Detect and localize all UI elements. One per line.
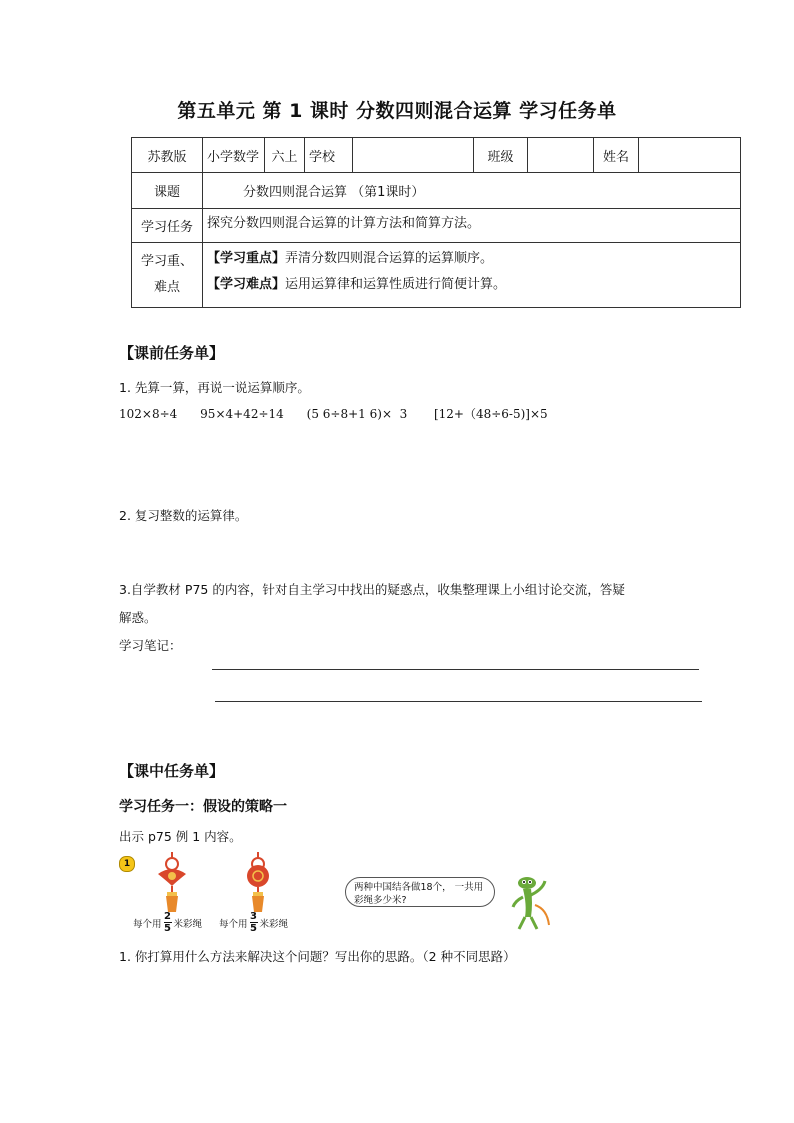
- name-field[interactable]: [639, 138, 741, 173]
- class-label: 班级: [474, 138, 528, 173]
- fraction-2-denominator: 5: [250, 923, 257, 934]
- school-field[interactable]: [353, 138, 474, 173]
- caption-1-suffix: 米彩绳: [173, 918, 203, 930]
- grade-cell: 六上: [265, 138, 305, 173]
- fraction-1-numerator: 2: [164, 911, 171, 922]
- name-label: 姓名: [594, 138, 639, 173]
- class-field[interactable]: [528, 138, 594, 173]
- notes-label: 学习笔记：: [119, 638, 182, 653]
- key-label-line2: 难点: [153, 280, 180, 295]
- key-point-tag: 【学习重点】: [207, 251, 286, 266]
- page-title: 第五单元 第 1 课时 分数四则混合运算 学习任务单: [177, 100, 617, 122]
- chinese-knot-1-icon: [152, 852, 192, 914]
- pre-question-3-line1: 3.自学教材 P75 的内容，针对自主学习中找出的疑惑点，收集整理课上小组讨论交流，答疑: [119, 582, 625, 597]
- key-points-value: [203, 243, 741, 308]
- school-label: 学校: [305, 138, 353, 173]
- difficulty-line: [207, 272, 736, 298]
- info-table: [131, 137, 741, 308]
- bubble-line-1: 两种中国结各做18个， 一共用: [354, 882, 484, 893]
- difficulty-tag: 【学习难点】: [207, 277, 286, 292]
- show-example-text: 出示 p75 例 1 内容。: [119, 829, 242, 844]
- chinese-knot-2-icon: [238, 852, 278, 914]
- subject-cell: 小学数学: [203, 138, 265, 173]
- key-point-line: [207, 246, 736, 272]
- pre-question-2: 2. 复习整数的运算律。: [119, 508, 248, 523]
- pre-class-heading: 【课前任务单】: [119, 344, 225, 362]
- learning-task-1-title: 学习任务一：假设的策略一: [119, 799, 287, 815]
- key-label-line1: 学习重、: [140, 254, 193, 269]
- bubble-line-2: 彩绳多少米?: [354, 895, 407, 906]
- key-point-text: 弄清分数四则混合运算的运算顺序。: [285, 251, 494, 266]
- fraction-2: [250, 912, 258, 933]
- notes-line-2[interactable]: [215, 701, 702, 702]
- pre-question-3-line2: 解惑。: [119, 610, 157, 625]
- notes-line-1[interactable]: [212, 669, 699, 670]
- knot-2-caption: [219, 912, 288, 933]
- topic-label: 课题: [132, 173, 203, 209]
- topic-value: 分数四则混合运算 （第1课时）: [203, 173, 741, 209]
- cartoon-character-icon: [505, 875, 551, 931]
- fraction-2-numerator: 3: [250, 911, 257, 922]
- task-value: 探究分数四则混合运算的计算方法和简算方法。: [203, 209, 741, 243]
- speech-bubble: [345, 877, 495, 907]
- in-class-question-1: 1. 你打算用什么方法来解决这个问题？写出你的思路。（2 种不同思路）: [119, 949, 516, 964]
- key-points-label: [132, 243, 203, 308]
- pre-question-1: 1. 先算一算，再说一说运算顺序。: [119, 380, 310, 395]
- task-label: 学习任务: [132, 209, 203, 243]
- caption-2-suffix: 米彩绳: [259, 918, 289, 930]
- fraction-1-denominator: 5: [164, 923, 171, 934]
- difficulty-text: 运用运算律和运算性质进行简便计算。: [285, 277, 507, 292]
- example-badge: 1: [119, 856, 135, 872]
- caption-1-prefix: 每个用: [133, 918, 162, 930]
- edition-cell: 苏教版: [132, 138, 203, 173]
- knot-1-caption: [133, 912, 202, 933]
- caption-2-prefix: 每个用: [219, 918, 248, 930]
- in-class-heading: 【课中任务单】: [119, 762, 225, 780]
- fraction-1: [164, 912, 172, 933]
- pre-question-1-expressions: 102×8÷4 95×4+42÷14 (5 6÷8+1 6)× 3 [12+（48÷6-5)]×5: [119, 407, 548, 421]
